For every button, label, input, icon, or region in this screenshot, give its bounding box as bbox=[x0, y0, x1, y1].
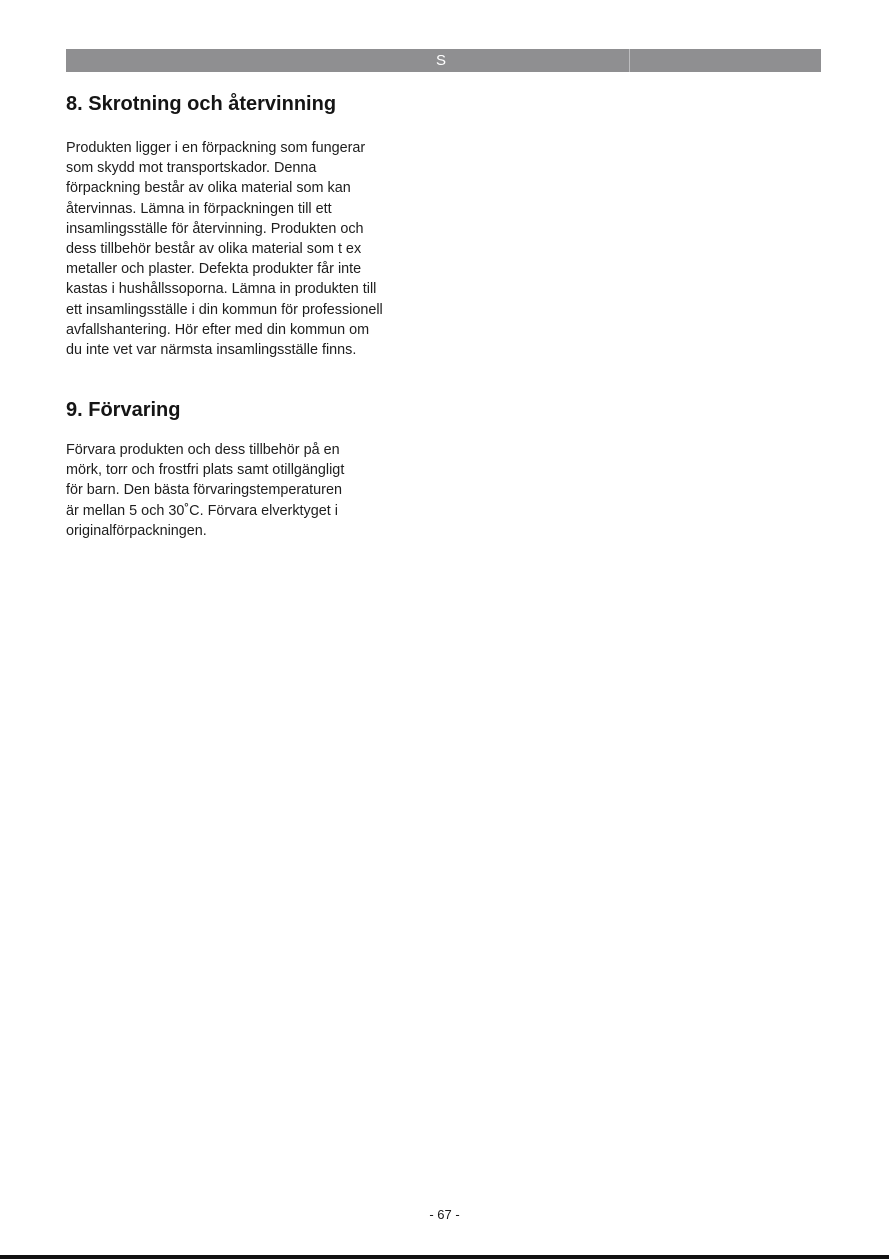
paragraph-line: du inte vet var närmsta insamlingsställe finns. bbox=[66, 342, 357, 359]
section-9-title: 9. Förvaring bbox=[66, 399, 181, 421]
paragraph-line: avfallshantering. Hör efter med din kommun om bbox=[66, 321, 370, 338]
paragraph-line: kastas i hushållssoporna. Lämna in produkten till bbox=[66, 281, 377, 298]
section-8-paragraph bbox=[66, 138, 446, 360]
paragraph-line: originalförpackningen. bbox=[66, 522, 207, 539]
section-9-paragraph bbox=[66, 440, 446, 541]
paragraph-line: ett insamlingsställe i din kommun för professionell bbox=[66, 301, 383, 318]
paragraph-line: mörk, torr och frostfri plats samt otillgängligt bbox=[66, 462, 345, 479]
page-bottom-border bbox=[0, 1255, 889, 1259]
paragraph-line: återvinnas. Lämna in förpackningen till ett bbox=[66, 200, 332, 217]
paragraph-line: är mellan 5 och 30˚C. Förvara elverktyget i bbox=[66, 502, 338, 519]
paragraph-line: som skydd mot transportskador. Denna bbox=[66, 160, 317, 177]
paragraph-line: Förvara produkten och dess tillbehör på en bbox=[66, 442, 340, 458]
header-divider bbox=[629, 49, 630, 72]
paragraph-line: Produkten ligger i en förpackning som fungerar bbox=[66, 140, 366, 156]
section-8-title: 8. Skrotning och återvinning bbox=[66, 93, 337, 115]
paragraph-line: för barn. Den bästa förvaringstemperaturen bbox=[66, 482, 342, 499]
paragraph-line: insamlingsställe för återvinning. Produkten och bbox=[66, 220, 364, 237]
language-code: S bbox=[435, 52, 446, 69]
page-number: - 67 - bbox=[429, 1207, 460, 1222]
paragraph-line: dess tillbehör består av olika material som t ex bbox=[66, 241, 362, 258]
paragraph-line: förpackning består av olika material som kan bbox=[66, 180, 351, 197]
paragraph-line: metaller och plaster. Defekta produkter får inte bbox=[66, 261, 362, 278]
language-header-bar bbox=[66, 49, 821, 72]
